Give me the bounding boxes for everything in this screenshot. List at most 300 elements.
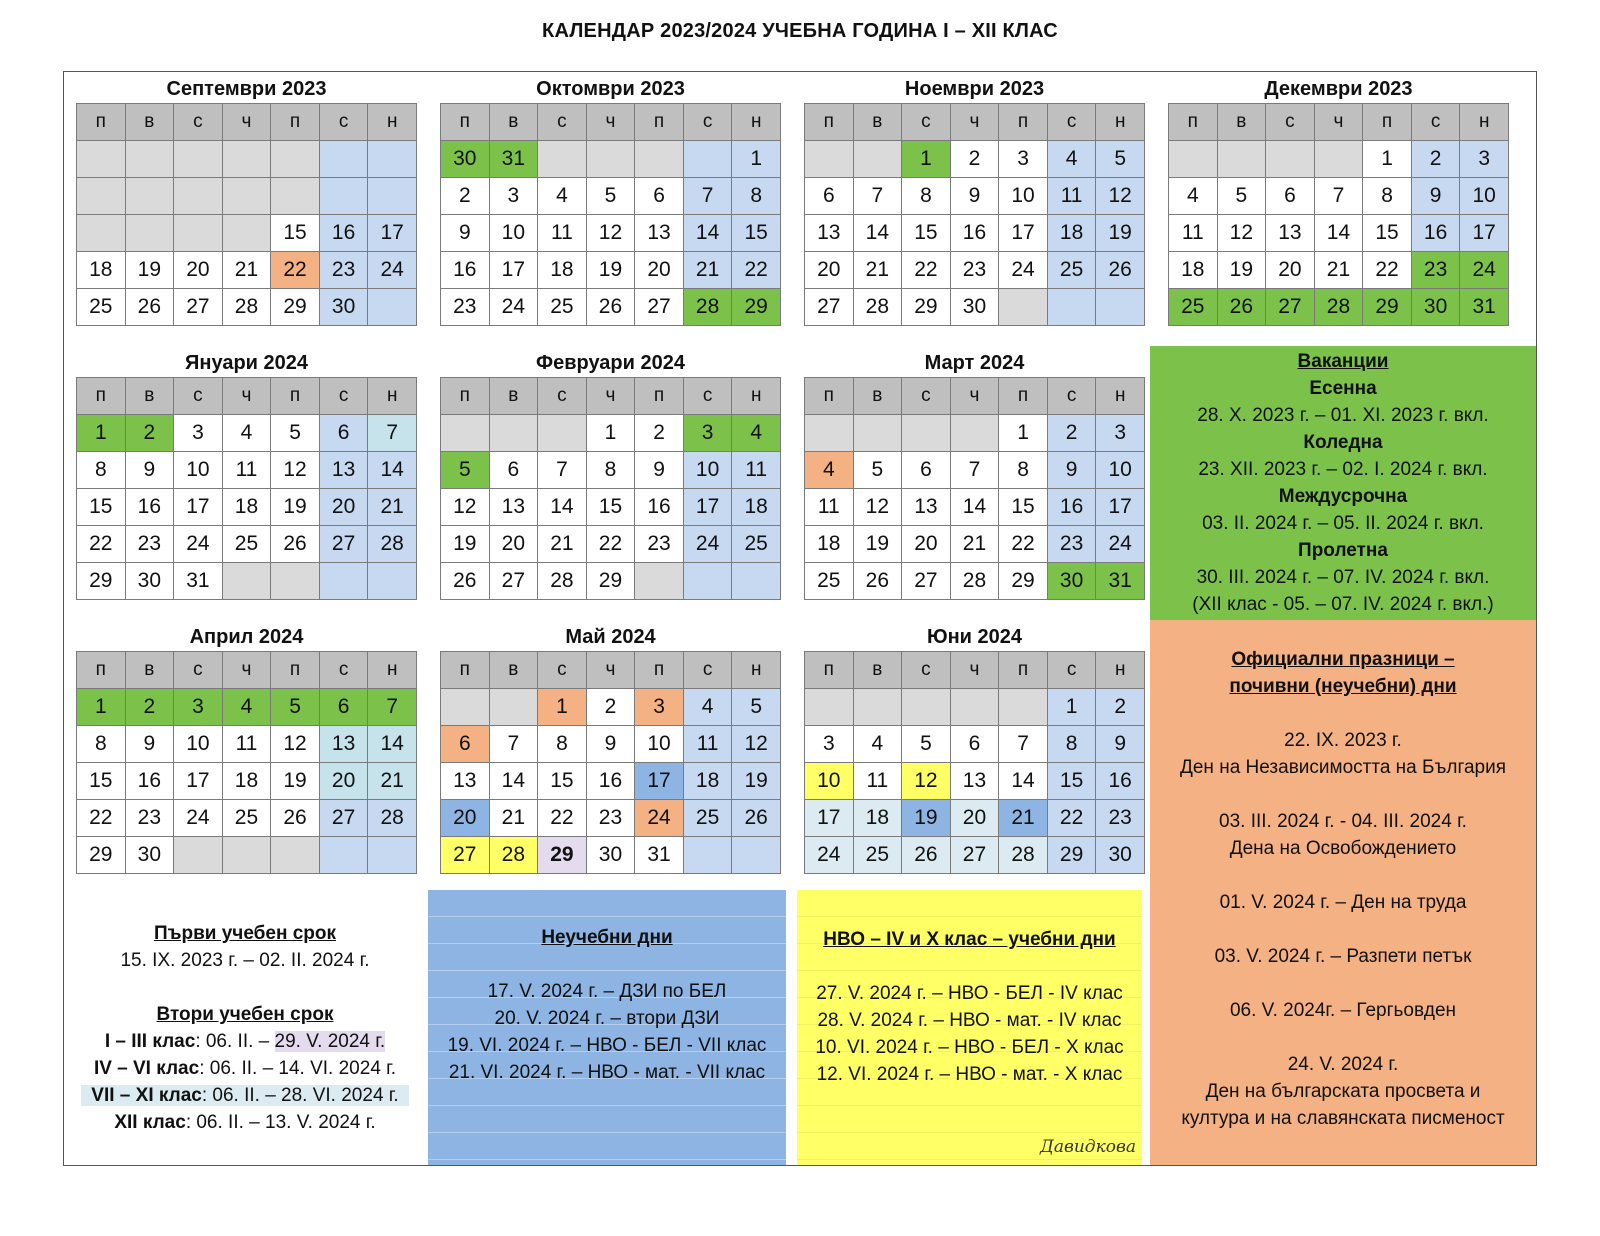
- nvo-line-2: 28. V. 2024 г. – НВО - мат. - IV клас: [817, 1010, 1122, 1031]
- day-cell: 14: [999, 763, 1048, 800]
- weekday-header: п: [77, 378, 126, 415]
- day-cell: 25: [683, 800, 732, 837]
- day-cell: 15: [1363, 215, 1412, 252]
- day-cell: 6: [635, 178, 684, 215]
- empty-day-cell: [319, 837, 368, 874]
- day-cell: 12: [1096, 178, 1145, 215]
- empty-day-cell: [1169, 141, 1218, 178]
- empty-day-cell: [489, 415, 538, 452]
- month-calendar: [440, 73, 781, 326]
- day-cell: 18: [805, 526, 854, 563]
- day-cell: 18: [732, 489, 781, 526]
- week-row: [805, 689, 1145, 726]
- day-cell: 2: [950, 141, 999, 178]
- day-cell: 18: [1047, 215, 1096, 252]
- vacations-heading: Ваканции: [1297, 351, 1389, 372]
- day-cell: 29: [1363, 289, 1412, 326]
- day-cell: 11: [1169, 215, 1218, 252]
- day-cell: 19: [902, 800, 951, 837]
- day-cell: 8: [902, 178, 951, 215]
- day-cell: 3: [174, 415, 223, 452]
- day-cell: 19: [586, 252, 635, 289]
- empty-day-cell: [805, 415, 854, 452]
- term-row-2: [70, 1055, 420, 1082]
- day-cell: 16: [1411, 215, 1460, 252]
- weekday-header: с: [683, 104, 732, 141]
- day-cell: 16: [635, 489, 684, 526]
- week-row: [1169, 178, 1509, 215]
- weekday-header: ч: [222, 378, 271, 415]
- day-cell: 19: [271, 489, 320, 526]
- week-row: [77, 489, 417, 526]
- day-cell: 3: [999, 141, 1048, 178]
- day-cell: 30: [1411, 289, 1460, 326]
- weekday-header: п: [1169, 104, 1218, 141]
- week-row: [805, 252, 1145, 289]
- empty-day-cell: [805, 689, 854, 726]
- day-cell: 9: [586, 726, 635, 763]
- day-cell: 15: [1047, 763, 1096, 800]
- day-cell: 13: [805, 215, 854, 252]
- spring-dates: 30. III. 2024 г. – 07. IV. 2024 г. вкл.: [1196, 567, 1490, 588]
- day-cell: 4: [683, 689, 732, 726]
- day-cell: 17: [1096, 489, 1145, 526]
- weekday-header: с: [538, 104, 587, 141]
- term-row-1-end: 29. V. 2024 г.: [274, 1031, 386, 1052]
- nvo-heading: НВО – IV и Х клас – учебни дни: [823, 929, 1116, 950]
- term-row-1-start: : 06. II. –: [195, 1031, 275, 1052]
- month-title: Ноември 2023: [904, 78, 1045, 100]
- day-cell: 6: [950, 726, 999, 763]
- month-title: Март 2024: [924, 352, 1025, 374]
- day-cell: 10: [999, 178, 1048, 215]
- day-cell: 29: [538, 837, 587, 874]
- day-cell: 18: [683, 763, 732, 800]
- vacations-box: [1150, 346, 1536, 620]
- day-cell: 15: [77, 489, 126, 526]
- day-cell: 22: [999, 526, 1048, 563]
- page-title: КАЛЕНДАР 2023/2024 УЧЕБНА ГОДИНА I – XII КЛАС: [542, 20, 1058, 42]
- day-cell: 23: [125, 800, 174, 837]
- holiday-6-date: 24. V. 2024 г.: [1287, 1054, 1399, 1075]
- day-cell: 3: [489, 178, 538, 215]
- month-calendar: [76, 73, 417, 326]
- month-calendar: [76, 621, 417, 874]
- day-cell: 20: [174, 252, 223, 289]
- day-cell: 25: [853, 837, 902, 874]
- empty-day-cell: [683, 141, 732, 178]
- day-cell: 28: [538, 563, 587, 600]
- day-cell: 24: [489, 289, 538, 326]
- day-cell: 5: [586, 178, 635, 215]
- day-cell: 31: [635, 837, 684, 874]
- day-cell: 28: [368, 526, 417, 563]
- day-cell: 12: [271, 726, 320, 763]
- day-cell: 1: [732, 141, 781, 178]
- day-cell: 16: [1047, 489, 1096, 526]
- weekday-header: н: [368, 378, 417, 415]
- autumn-dates: 28. Х. 2023 г. – 01. ХI. 2023 г. вкл.: [1197, 405, 1489, 426]
- weekday-header: с: [538, 378, 587, 415]
- weekday-header: в: [489, 104, 538, 141]
- day-cell: 15: [732, 215, 781, 252]
- week-row: [805, 563, 1145, 600]
- day-cell: 9: [125, 452, 174, 489]
- day-cell: 9: [441, 215, 490, 252]
- empty-day-cell: [77, 141, 126, 178]
- nvo-line-3: 10. VI. 2024 г. – НВО - БЕЛ - Х клас: [815, 1037, 1124, 1058]
- week-row: [805, 141, 1145, 178]
- signature: Давидкова: [1040, 1137, 1136, 1157]
- holiday-1-date: 22. IX. 2023 г.: [1284, 730, 1402, 751]
- holiday-5: 06. V. 2024г. – Гергьовден: [1229, 1000, 1457, 1021]
- day-cell: 1: [538, 689, 587, 726]
- day-cell: 6: [489, 452, 538, 489]
- day-cell: 25: [538, 289, 587, 326]
- weekday-header: п: [271, 104, 320, 141]
- weekday-header: с: [1266, 104, 1315, 141]
- empty-day-cell: [683, 563, 732, 600]
- day-cell: 28: [853, 289, 902, 326]
- day-cell: 28: [999, 837, 1048, 874]
- week-row: [77, 563, 417, 600]
- weekday-header: п: [805, 652, 854, 689]
- day-cell: 1: [1363, 141, 1412, 178]
- weekday-header: н: [1096, 104, 1145, 141]
- empty-day-cell: [999, 289, 1048, 326]
- empty-day-cell: [174, 178, 223, 215]
- day-cell: 27: [319, 800, 368, 837]
- day-cell: 27: [441, 837, 490, 874]
- month-title: Февруари 2024: [536, 352, 685, 374]
- day-cell: 15: [271, 215, 320, 252]
- day-cell: 8: [586, 452, 635, 489]
- day-cell: 23: [1096, 800, 1145, 837]
- empty-day-cell: [1047, 289, 1096, 326]
- empty-day-cell: [174, 215, 223, 252]
- weekday-header: ч: [586, 104, 635, 141]
- holiday-1-name: Ден на Независимостта на България: [1180, 757, 1506, 778]
- term-row-3-dates: : 06. II. – 28. VI. 2024 г.: [201, 1085, 399, 1106]
- day-cell: 20: [805, 252, 854, 289]
- empty-day-cell: [683, 837, 732, 874]
- month-grid: [76, 377, 417, 600]
- weekday-header: н: [732, 652, 781, 689]
- weekday-header: с: [174, 378, 223, 415]
- term-row-3-highlight: [81, 1085, 408, 1106]
- nonstudy-line-4: 21. VI. 2024 г. – НВО - мат. - VII клас: [448, 1062, 766, 1083]
- day-cell: 27: [950, 837, 999, 874]
- week-row: [441, 141, 781, 178]
- day-cell: 13: [489, 489, 538, 526]
- week-row: [441, 489, 781, 526]
- day-cell: 16: [586, 763, 635, 800]
- day-cell: 18: [77, 252, 126, 289]
- day-cell: 3: [635, 689, 684, 726]
- weekday-header: в: [125, 378, 174, 415]
- empty-day-cell: [222, 837, 271, 874]
- month-calendar: [76, 347, 417, 600]
- week-row: [1169, 289, 1509, 326]
- first-term-dates: 15. IX. 2023 г. – 02. II. 2024 г.: [120, 950, 370, 971]
- day-cell: 16: [125, 763, 174, 800]
- day-cell: 16: [950, 215, 999, 252]
- day-cell: 12: [441, 489, 490, 526]
- weekday-header: с: [1411, 104, 1460, 141]
- weekday-header: н: [1096, 378, 1145, 415]
- weekday-header: в: [853, 104, 902, 141]
- day-cell: 2: [441, 178, 490, 215]
- week-row: [441, 252, 781, 289]
- week-row: [805, 800, 1145, 837]
- month-calendar: [804, 73, 1145, 326]
- weekday-header: в: [853, 378, 902, 415]
- term-row-2-dates: : 06. II. – 14. VI. 2024 г.: [199, 1058, 397, 1079]
- spring-note: (XII клас - 05. – 07. IV. 2024 г. вкл.): [1192, 594, 1494, 615]
- day-cell: 18: [222, 489, 271, 526]
- empty-day-cell: [732, 837, 781, 874]
- day-cell: 30: [1096, 837, 1145, 874]
- weekday-header: с: [1047, 378, 1096, 415]
- day-cell: 7: [1314, 178, 1363, 215]
- day-cell: 17: [1460, 215, 1509, 252]
- day-cell: 15: [538, 763, 587, 800]
- day-cell: 22: [1363, 252, 1412, 289]
- weekday-header: с: [319, 652, 368, 689]
- day-cell: 30: [125, 837, 174, 874]
- day-cell: 31: [1096, 563, 1145, 600]
- day-cell: 9: [1047, 452, 1096, 489]
- day-cell: 4: [805, 452, 854, 489]
- day-cell: 29: [732, 289, 781, 326]
- month-title: Октомври 2023: [536, 78, 685, 100]
- day-cell: 30: [950, 289, 999, 326]
- day-cell: 25: [77, 289, 126, 326]
- week-row: [77, 215, 417, 252]
- day-cell: 5: [853, 452, 902, 489]
- weekday-header: в: [489, 378, 538, 415]
- weekday-header: п: [1363, 104, 1412, 141]
- day-cell: 24: [174, 526, 223, 563]
- day-cell: 24: [683, 526, 732, 563]
- holiday-6-name-2: култура и на славянската писменост: [1181, 1108, 1505, 1129]
- day-cell: 5: [271, 689, 320, 726]
- day-cell: 27: [1266, 289, 1315, 326]
- day-cell: 29: [1047, 837, 1096, 874]
- weekday-header: с: [1047, 652, 1096, 689]
- day-cell: 2: [1096, 689, 1145, 726]
- day-cell: 27: [635, 289, 684, 326]
- day-cell: 23: [586, 800, 635, 837]
- day-cell: 20: [319, 489, 368, 526]
- empty-day-cell: [805, 141, 854, 178]
- weekday-header: с: [1047, 104, 1096, 141]
- empty-day-cell: [271, 837, 320, 874]
- day-cell: 17: [805, 800, 854, 837]
- day-cell: 9: [950, 178, 999, 215]
- empty-day-cell: [125, 141, 174, 178]
- day-cell: 2: [125, 689, 174, 726]
- day-cell: 7: [950, 452, 999, 489]
- day-cell: 13: [950, 763, 999, 800]
- day-cell: 19: [732, 763, 781, 800]
- christmas-title: Коледна: [1303, 432, 1383, 453]
- day-cell: 26: [853, 563, 902, 600]
- month-grid: [440, 377, 781, 600]
- weekday-header: п: [635, 652, 684, 689]
- empty-day-cell: [125, 215, 174, 252]
- empty-day-cell: [368, 141, 417, 178]
- day-cell: 22: [586, 526, 635, 563]
- day-cell: 12: [902, 763, 951, 800]
- day-cell: 9: [635, 452, 684, 489]
- day-cell: 26: [1217, 289, 1266, 326]
- day-cell: 28: [683, 289, 732, 326]
- day-cell: 4: [222, 415, 271, 452]
- day-cell: 18: [1169, 252, 1218, 289]
- day-cell: 25: [732, 526, 781, 563]
- holidays-heading-2: почивни (неучебни) дни: [1229, 676, 1457, 697]
- day-cell: 14: [683, 215, 732, 252]
- month-title: Май 2024: [565, 626, 656, 648]
- weekday-header: с: [319, 104, 368, 141]
- month-title: Декември 2023: [1264, 78, 1413, 100]
- day-cell: 6: [1266, 178, 1315, 215]
- day-cell: 11: [683, 726, 732, 763]
- empty-day-cell: [368, 837, 417, 874]
- week-row: [805, 526, 1145, 563]
- empty-day-cell: [441, 415, 490, 452]
- day-cell: 20: [635, 252, 684, 289]
- empty-day-cell: [950, 415, 999, 452]
- day-cell: 21: [489, 800, 538, 837]
- day-cell: 4: [853, 726, 902, 763]
- weekday-header: с: [683, 652, 732, 689]
- day-cell: 27: [489, 563, 538, 600]
- weekday-header: п: [271, 652, 320, 689]
- month-title: Юни 2024: [926, 626, 1023, 648]
- day-cell: 10: [1096, 452, 1145, 489]
- empty-day-cell: [125, 178, 174, 215]
- weekday-header: в: [489, 652, 538, 689]
- day-cell: 9: [125, 726, 174, 763]
- weekday-header: ч: [222, 104, 271, 141]
- week-row: [1169, 141, 1509, 178]
- empty-day-cell: [1266, 141, 1315, 178]
- nonstudy-box: [428, 890, 786, 1165]
- day-cell: 23: [125, 526, 174, 563]
- day-cell: 25: [1047, 252, 1096, 289]
- day-cell: 24: [174, 800, 223, 837]
- day-cell: 3: [1460, 141, 1509, 178]
- day-cell: 5: [732, 689, 781, 726]
- empty-day-cell: [271, 563, 320, 600]
- week-row: [441, 800, 781, 837]
- holiday-2-name: Дена на Освобождението: [1229, 838, 1457, 859]
- empty-day-cell: [319, 141, 368, 178]
- day-cell: 9: [1411, 178, 1460, 215]
- day-cell: 6: [441, 726, 490, 763]
- empty-day-cell: [538, 415, 587, 452]
- day-cell: 28: [489, 837, 538, 874]
- nvo-line-1: 27. V. 2024 г. – НВО - БЕЛ - IV клас: [816, 983, 1123, 1004]
- day-cell: 11: [222, 726, 271, 763]
- day-cell: 29: [999, 563, 1048, 600]
- week-row: [77, 800, 417, 837]
- month-grid: [804, 103, 1145, 326]
- week-row: [77, 526, 417, 563]
- day-cell: 24: [805, 837, 854, 874]
- day-cell: 29: [586, 563, 635, 600]
- day-cell: 10: [635, 726, 684, 763]
- day-cell: 8: [77, 726, 126, 763]
- empty-day-cell: [902, 415, 951, 452]
- empty-day-cell: [853, 415, 902, 452]
- empty-day-cell: [368, 563, 417, 600]
- week-row: [441, 763, 781, 800]
- spring-title: Пролетна: [1298, 540, 1388, 561]
- day-cell: 17: [683, 489, 732, 526]
- day-cell: 21: [222, 252, 271, 289]
- weekday-header: в: [1217, 104, 1266, 141]
- month-grid: [76, 651, 417, 874]
- day-cell: 30: [441, 141, 490, 178]
- week-row: [805, 763, 1145, 800]
- day-cell: 14: [950, 489, 999, 526]
- empty-day-cell: [368, 178, 417, 215]
- day-cell: 14: [368, 726, 417, 763]
- day-cell: 21: [999, 800, 1048, 837]
- day-cell: 10: [174, 726, 223, 763]
- midterm-title: Междусрочна: [1278, 486, 1408, 507]
- day-cell: 31: [1460, 289, 1509, 326]
- weekday-header: п: [635, 378, 684, 415]
- empty-day-cell: [853, 689, 902, 726]
- day-cell: 3: [174, 689, 223, 726]
- day-cell: 21: [683, 252, 732, 289]
- empty-day-cell: [902, 689, 951, 726]
- day-cell: 14: [853, 215, 902, 252]
- weekday-header: с: [683, 378, 732, 415]
- autumn-title: Есенна: [1309, 378, 1377, 399]
- day-cell: 16: [319, 215, 368, 252]
- day-cell: 29: [902, 289, 951, 326]
- day-cell: 4: [732, 415, 781, 452]
- day-cell: 19: [1096, 215, 1145, 252]
- day-cell: 19: [441, 526, 490, 563]
- weekday-header: с: [174, 104, 223, 141]
- day-cell: 13: [319, 452, 368, 489]
- day-cell: 7: [999, 726, 1048, 763]
- empty-day-cell: [635, 141, 684, 178]
- weekday-header: н: [1460, 104, 1509, 141]
- day-cell: 13: [319, 726, 368, 763]
- day-cell: 22: [77, 526, 126, 563]
- weekday-header: ч: [950, 104, 999, 141]
- day-cell: 14: [368, 452, 417, 489]
- day-cell: 21: [853, 252, 902, 289]
- day-cell: 2: [635, 415, 684, 452]
- nvo-line-4: 12. VI. 2024 г. – НВО - мат. - Х клас: [816, 1064, 1123, 1085]
- nonstudy-line-3: 19. VI. 2024 г. – НВО - БЕЛ - VII клас: [447, 1035, 767, 1056]
- empty-day-cell: [271, 141, 320, 178]
- day-cell: 6: [902, 452, 951, 489]
- term-row-1: [70, 1028, 420, 1055]
- day-cell: 8: [77, 452, 126, 489]
- day-cell: 3: [683, 415, 732, 452]
- month-title: Април 2024: [189, 626, 304, 648]
- day-cell: 4: [222, 689, 271, 726]
